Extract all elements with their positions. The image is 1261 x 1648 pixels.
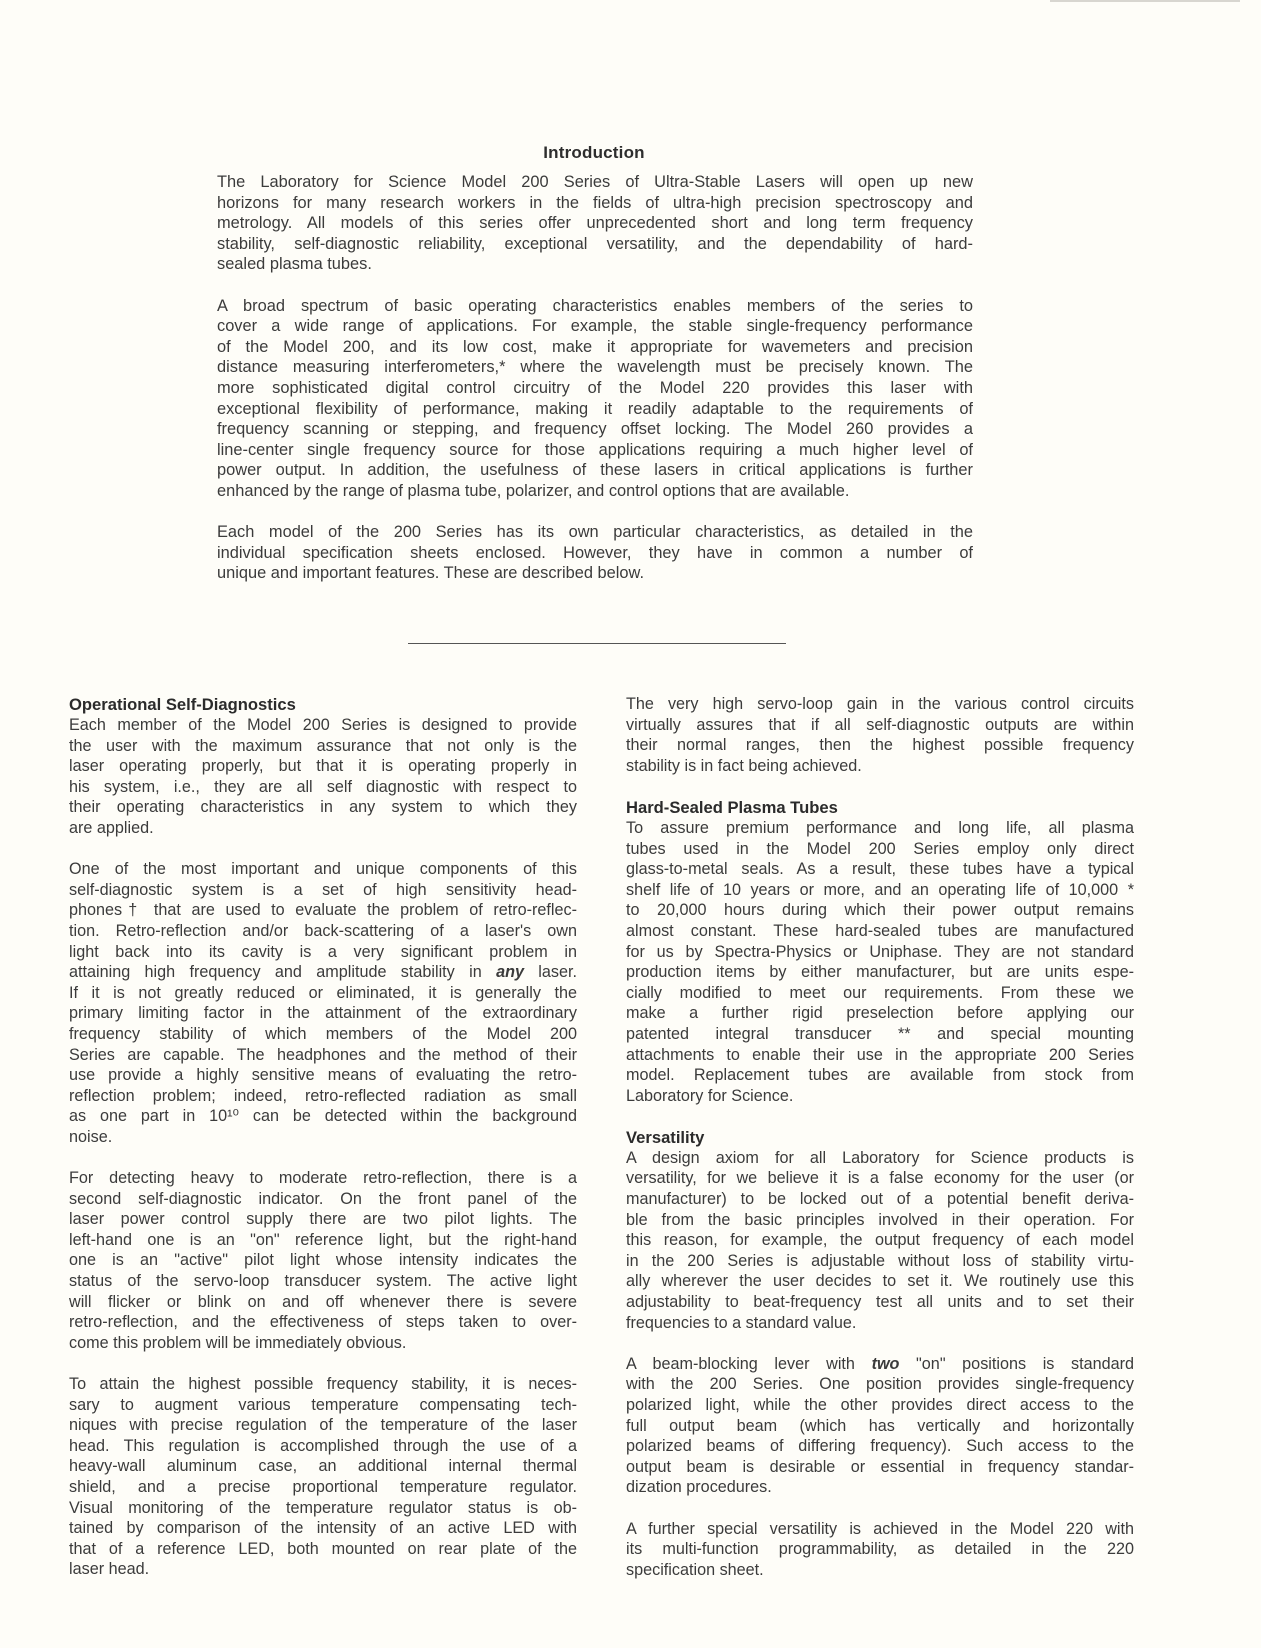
- text-line: sary to augment various temperature compensating tech-: [69, 1395, 577, 1414]
- section-heading-self-diagnostics: Operational Self-Diagnostics: [69, 695, 296, 714]
- text-line: line-center single frequency source for those applications requiring a much higher level of: [217, 440, 973, 459]
- text-line: One of the most important and unique components of this: [69, 860, 577, 879]
- text-line: model. Replacement tubes are available from stock from: [626, 1066, 1134, 1085]
- body-paragraph: [626, 1354, 1134, 1498]
- text-line: attaining high frequency and amplitude stability in any laser.: [69, 963, 577, 982]
- introduction-title: Introduction: [543, 143, 645, 163]
- section-divider: [408, 643, 786, 644]
- text-line: Visual monitoring of the temperature regulator status is ob-: [69, 1498, 577, 1517]
- text-line: tained by comparison of the intensity of an active LED with: [69, 1519, 577, 1538]
- text-line: almost constant. These hard-sealed tubes are manufactured: [626, 921, 1134, 940]
- text-line: The Laboratory for Science Model 200 Series of Ultra-Stable Lasers will open up new: [217, 173, 973, 191]
- text-line: To attain the highest possible frequency stability, it is neces-: [69, 1375, 577, 1393]
- text-line: metrology. All models of this series offer unprecedented short and long term frequency: [217, 214, 973, 233]
- text-line: individual specification sheets enclosed. However, they have in common a number of: [217, 543, 973, 562]
- text-line: specification sheet.: [626, 1560, 764, 1579]
- text-line: ally wherever the user decides to set it. We routinely use this: [626, 1272, 1134, 1291]
- text-line: light back into its cavity is a very significant problem in: [69, 942, 577, 961]
- text-line: virtually assures that if all self-diagnostic outputs are within: [626, 715, 1134, 734]
- text-line: attachments to enable their use in the appropriate 200 Series: [626, 1045, 1134, 1064]
- text-line: To assure premium performance and long life, all plasma: [626, 818, 1134, 837]
- text-line: manufacturer) to be locked out of a potential benefit deriva-: [626, 1190, 1134, 1209]
- text-line: primary limiting factor in the attainment of the extraordinary: [69, 1004, 577, 1023]
- emphasized-word: two: [871, 1354, 900, 1373]
- text-line: Laboratory for Science.: [626, 1086, 794, 1105]
- text-line: laser operating properly, but that it is operating properly in: [69, 757, 577, 776]
- text-line: exceptional flexibility of performance, making it readily adaptable to the requirements of: [217, 399, 973, 418]
- text-line: niques with precise regulation of the temperature of the laser: [69, 1416, 577, 1435]
- body-paragraph: [626, 1148, 1134, 1333]
- text-line: shield, and a precise proportional temperature regulator.: [69, 1477, 577, 1496]
- text-line: second self-diagnostic indicator. On the front panel of the: [69, 1189, 577, 1208]
- emphasized-word: any: [496, 963, 524, 982]
- text-line: production items by either manufacturer, but are units espe-: [626, 963, 1134, 982]
- text-line: head. This regulation is accomplished through the use of a: [69, 1436, 577, 1455]
- text-line: with the 200 Series. One position provides single-frequency: [626, 1375, 1134, 1394]
- intro-paragraph: [217, 296, 973, 502]
- text-line: polarized beams of differing frequency). Such access to the: [626, 1437, 1134, 1456]
- text-line: frequency scanning or stepping, and frequency offset locking. The Model 260 provides a: [217, 420, 973, 439]
- text-line: come this problem will be immediately obvious.: [69, 1333, 407, 1352]
- text-line: their normal ranges, then the highest possible frequency: [626, 736, 1134, 755]
- right-column: [626, 694, 1134, 1601]
- intro-paragraph: [217, 172, 973, 275]
- text-line: that of a reference LED, both mounted on rear plate of the: [69, 1539, 577, 1558]
- text-line: in the 200 Series is adjustable without loss of stability virtu-: [626, 1251, 1134, 1270]
- body-paragraph: [69, 715, 577, 839]
- text-line: stability, self-diagnostic reliability, exceptional versatility, and the dependability of hard-: [217, 234, 973, 253]
- text-line: the user with the maximum assurance that not only is the: [69, 736, 577, 755]
- text-line: cover a wide range of applications. For example, the stable single-frequency performance: [217, 317, 973, 336]
- text-line: polarized light, while the other provides direct access to the: [626, 1396, 1134, 1414]
- body-paragraph: [626, 694, 1134, 776]
- text-line: A design axiom for all Laboratory for Science products is: [626, 1148, 1134, 1167]
- text-line: as one part in 10¹⁰ can be detected within the background: [69, 1107, 577, 1126]
- text-line: shelf life of 10 years or more, and an operating life of 10,000 *: [626, 880, 1134, 899]
- text-line: dization procedures.: [626, 1478, 772, 1497]
- text-line: full output beam (which has vertically and horizontally: [626, 1416, 1134, 1435]
- text-line: their operating characteristics in any system to which they: [69, 798, 577, 817]
- text-line: output beam is desirable or essential in frequency standar-: [626, 1457, 1134, 1476]
- text-line: distance measuring interferometers,* where the wavelength must be precisely known. The: [217, 358, 973, 377]
- text-line: If it is not greatly reduced or eliminated, it is generally the: [69, 983, 577, 1002]
- text-line: phones† that are used to evaluate the problem of retro-reflec-: [69, 901, 577, 920]
- introduction-body: [217, 172, 973, 604]
- text-line: for us by Spectra-Physics or Uniphase. They are not standard: [626, 942, 1134, 961]
- text-line: this reason, for example, the output frequency of each model: [626, 1231, 1134, 1250]
- text-line: cially modified to meet our requirements. From these we: [626, 983, 1134, 1002]
- text-line: status of the servo-loop transducer system. The active light: [69, 1272, 577, 1291]
- text-line: one is an "active" pilot light whose intensity indicates the: [69, 1251, 577, 1270]
- text-line: tion. Retro-reflection and/or back-scattering of a laser's own: [69, 921, 577, 940]
- text-line: stability is in fact being achieved.: [626, 756, 862, 775]
- text-line: A further special versatility is achieved in the Model 220 with: [626, 1519, 1134, 1538]
- section-heading-plasma-tubes: Hard-Sealed Plasma Tubes: [626, 797, 838, 817]
- text-line: frequencies to a standard value.: [626, 1313, 857, 1332]
- text-line: ble from the basic principles involved in their operation. For: [626, 1210, 1134, 1229]
- text-line: A beam-blocking lever with two "on" positions is standard: [626, 1354, 1135, 1373]
- text-line: glass-to-metal seals. As a result, these tubes have a typical: [626, 860, 1134, 879]
- text-line: For detecting heavy to moderate retro-reflection, there is a: [69, 1169, 577, 1188]
- text-line: patented integral transducer ** and special mounting: [626, 1024, 1134, 1043]
- text-line: Series are capable. The headphones and the method of their: [69, 1045, 577, 1064]
- text-line: laser power control supply there are two pilot lights. The: [69, 1210, 577, 1229]
- text-line: frequency stability of which members of the Model 200: [69, 1024, 577, 1043]
- text-line: make a further rigid preselection before applying our: [626, 1004, 1134, 1023]
- text-line: enhanced by the range of plasma tube, polarizer, and control options that are available.: [217, 481, 850, 500]
- text-line: heavy-wall aluminum case, an additional internal thermal: [69, 1457, 577, 1476]
- text-line: reflection problem; indeed, retro-reflected radiation as small: [69, 1086, 577, 1105]
- body-paragraph: [626, 818, 1134, 1106]
- text-line: A broad spectrum of basic operating characteristics enables members of the series to: [217, 296, 973, 315]
- body-paragraph: [69, 1168, 577, 1353]
- text-line: adjustability to beat-frequency test all units and to set their: [626, 1293, 1134, 1312]
- text-line: horizons for many research workers in the fields of ultra-high precision spectroscopy and: [217, 193, 973, 212]
- text-line: retro-reflection, and the effectiveness of steps taken to over-: [69, 1313, 577, 1332]
- section-heading-versatility: Versatility: [626, 1127, 705, 1147]
- text-line: noise.: [69, 1127, 113, 1146]
- text-line: its multi-function programmability, as detailed in the 220: [626, 1540, 1134, 1559]
- text-line: The very high servo-loop gain in the various control circuits: [626, 695, 1134, 713]
- body-paragraph: [69, 1374, 577, 1580]
- text-line: sealed plasma tubes.: [217, 255, 372, 274]
- left-column: [69, 694, 577, 1601]
- body-paragraph: [626, 1519, 1134, 1581]
- text-line: unique and important features. These are described below.: [217, 564, 645, 583]
- text-line: left-hand one is an "on" reference light, but the right-hand: [69, 1230, 577, 1249]
- text-line: to 20,000 hours during which their power output remains: [626, 901, 1134, 920]
- text-line: power output. In addition, the usefulness of these lasers in critical applications is further: [217, 461, 973, 480]
- text-line: laser head.: [69, 1560, 150, 1579]
- body-paragraph: [69, 859, 577, 1147]
- text-line: of the Model 200, and its low cost, make it appropriate for wavemeters and precision: [217, 337, 973, 356]
- text-line: Each member of the Model 200 Series is designed to provide: [69, 716, 577, 734]
- text-line: are applied.: [69, 818, 154, 837]
- text-line: self-diagnostic system is a set of high sensitivity head-: [69, 880, 577, 899]
- page-edge-mark: [1050, 0, 1240, 2]
- text-line: versatility, for we believe it is a false economy for the user (or: [626, 1169, 1134, 1188]
- text-line: use provide a highly sensitive means of evaluating the retro-: [69, 1066, 577, 1085]
- text-line: Each model of the 200 Series has its own particular characteristics, as detailed in the: [217, 523, 973, 542]
- text-line: tubes used in the Model 200 Series employ only direct: [626, 839, 1134, 858]
- text-line: his system, i.e., they are all self diagnostic with respect to: [69, 777, 577, 796]
- text-line: more sophisticated digital control circuitry of the Model 220 provides this laser with: [217, 378, 973, 397]
- text-line: will flicker or blink on and off whenever there is severe: [69, 1292, 577, 1311]
- intro-paragraph: [217, 522, 973, 584]
